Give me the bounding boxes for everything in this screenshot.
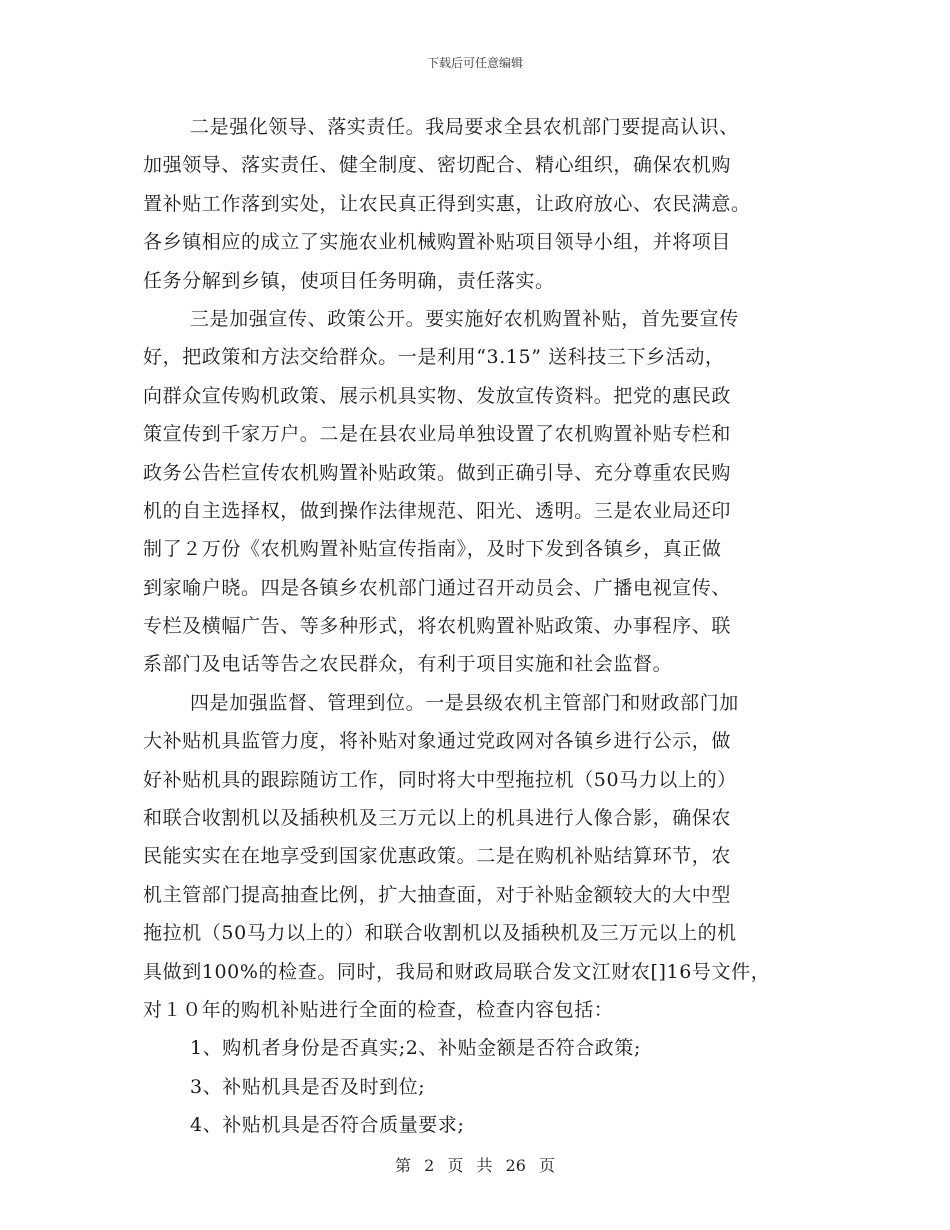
- body-line: 四是加强监督、管理到位。一是县级农机主管部门和财政部门加: [190, 691, 739, 714]
- body-line: 对１０年的购机补贴进行全面的检查，检查内容包括：: [143, 998, 614, 1021]
- body-line: 三是加强宣传、政策公开。要实施好农机购置补贴，首先要宣传: [190, 307, 739, 330]
- body-line: 向群众宣传购机政策、展示机具实物、发放宣传资料。把党的惠民政: [143, 384, 732, 407]
- document-body: [143, 108, 823, 1145]
- body-line: 拖拉机（50马力以上的）和联合收割机以及插秧机及三万元以上的机: [143, 922, 737, 945]
- list-item: 3、补贴机具是否及时到位;: [190, 1075, 426, 1098]
- page-header-note: 下载后可任意编辑: [426, 56, 523, 70]
- body-line: 任务分解到乡镇，使项目任务明确，责任落实。: [143, 269, 555, 292]
- body-line: 加强领导、落实责任、健全制度、密切配合、精心组织，确保农机购: [143, 154, 732, 177]
- body-line: 系部门及电话等告之农民群众，有利于项目实施和社会监督。: [143, 653, 673, 676]
- body-line: 具做到100%的检查。同时，我局和财政局联合发文江财农[]16号文件，: [143, 960, 771, 983]
- body-line: 到家喻户晓。四是各镇乡农机部门通过召开动员会、广播电视宣传、: [143, 576, 732, 599]
- body-line: 机主管部门提高抽查比例，扩大抽查面，对于补贴金额较大的大中型: [143, 883, 732, 906]
- body-line: 和联合收割机以及插秧机及三万元以上的机具进行人像合影，确保农: [143, 807, 732, 830]
- body-line: 好，把政策和方法交给群众。一是利用“3.15” 送科技三下乡活动，: [143, 346, 725, 369]
- body-line: 二是强化领导、落实责任。我局要求全县农机部门要提高认识、: [190, 116, 739, 138]
- body-line: 大补贴机具监管力度，将补贴对象通过党政网对各镇乡进行公示，做: [143, 730, 732, 753]
- body-line: 制了２万份《农机购置补贴宣传指南》，及时下发到各镇乡，真正做: [143, 538, 722, 561]
- body-line: 机的自主选择权，做到操作法律规范、阳光、透明。三是农业局还印: [143, 499, 732, 522]
- body-line: 好补贴机具的跟踪随访工作，同时将大中型拖拉机（50马力以上的）: [143, 768, 737, 791]
- list-item: 4、补贴机具是否符合质量要求;: [190, 1114, 465, 1137]
- body-line: 民能实实在在地享受到国家优惠政策。二是在购机补贴结算环节，农: [143, 845, 732, 868]
- body-line: 置补贴工作落到实处，让农民真正得到实惠，让政府放心、农民满意。: [143, 192, 751, 215]
- page-number: 第 2 页 共 26 页: [395, 1156, 555, 1175]
- list-item: 1、购机者身份是否真实;2、补贴金额是否符合政策;: [190, 1037, 641, 1060]
- body-line: 各乡镇相应的成立了实施农业机械购置补贴项目领导小组，并将项目: [143, 231, 732, 254]
- body-line: 策宣传到千家万户。二是在县农业局单独设置了农机购置补贴专栏和: [143, 423, 732, 446]
- body-line: 政务公告栏宣传农机购置补贴政策。做到正确引导、充分尊重农民购: [143, 461, 732, 484]
- body-line: 专栏及横幅广告、等多种形式，将农机购置补贴政策、办事程序、联: [143, 615, 732, 638]
